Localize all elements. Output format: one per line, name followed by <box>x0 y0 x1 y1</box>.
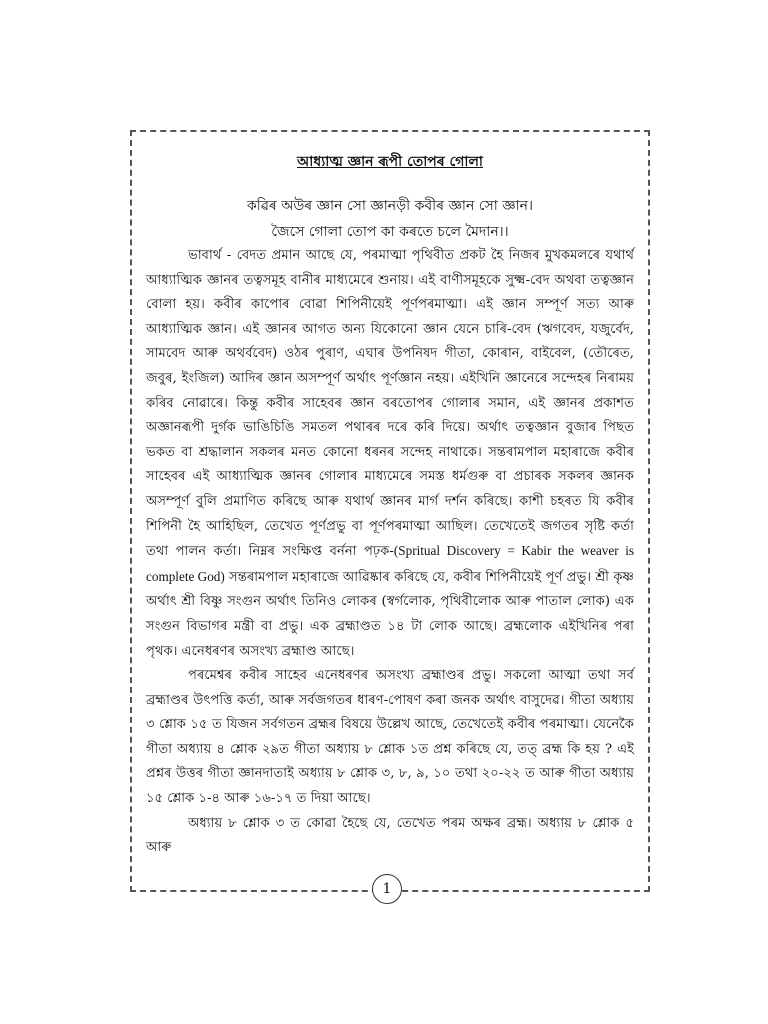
page-number: 1 <box>372 874 402 904</box>
paragraph-2: পৰমেশ্বৰ কবীৰ সাহেব এনেধৰণৰ অসংখ্য ব্ৰহ্মাণ্ডৰ প্ৰভু। সকলো আত্মা তথা সৰ্ব ব্ৰহ্মাণ্ডৰ উৎপত্তি কৰ্তা, আৰু সৰ্বজগতৰ ধাৰণ-পোষণ কৰা জনক অৰ্থাৎ বাসুদেৱ। গীতা অধ্যায় ৩ শ্লোক ১৫ ত যিজন সৰ্বগতন ব্ৰহ্মৰ বিষয়ে উল্লেখ আছে, তেখেতেই কবীৰ পৰমাত্মা। যেনেকৈ গীতা অধ্যায় ৪ শ্লোক ২৯ত গীতা অধ্যায় ৮ শ্লোক ১ত প্ৰশ্ন কৰিছে যে, তত্ ব্ৰহ্ম কি হয় ? এই প্ৰশ্নৰ উত্তৰ গীতা জ্ঞানদাতাই অধ্যায় ৮ শ্লোক ৩, ৮, ৯, ১০ তথা ২০-২২ ত আৰু গীতা অধ্যায় ১৫ শ্লোক ১-৪ আৰু ১৬-১৭ ত দিয়া আছে। <box>146 668 634 807</box>
paragraph-3: অধ্যায় ৮ শ্লোক ৩ ত কোৱা হৈছে যে, তেখেত পৰম অক্ষৰ ব্ৰহ্ম। অধ্যায় ৮ শ্লোক ৫ আৰু <box>146 815 634 856</box>
paragraph-1 <box>146 244 634 664</box>
page-border-frame <box>130 130 650 892</box>
body-text <box>146 244 634 861</box>
verse-line-2: জৈসে গোলা তোপ কা কৰতে চলে মৈদান।। <box>271 224 509 240</box>
paragraph-1-english-phrase: (Spritual Discovery = Kabir the weaver is complete God) <box>146 543 634 584</box>
page-title: আধ্যাত্ম জ্ঞান ৰূপী তোপৰ গোলা <box>297 154 483 170</box>
verse-line-1: কৱিৰ অউৰ জ্ঞান সো জ্ঞানড়ী কবীৰ জ্ঞান সো জ্ঞান। <box>246 198 534 214</box>
paragraph-1-text-b: সন্তৰামপাল মহাৰাজে আৱিষ্কাৰ কৰিছে যে, কবীৰ শিপিনীয়েই পূৰ্ণ প্ৰভু। শ্ৰী কৃষ্ণ অৰ্থাৎ শ্ৰী বিষ্ণু সংগুন অৰ্থাৎ তিনিও লোকৰ (স্বৰ্গলোক, পৃথিবীলোক আৰু পাতাল লোক) এক সংগুন বিভাগৰ মন্ত্ৰী বা প্ৰভু। এক ব্ৰহ্মাণ্ডত ১৪ টা লোক আছে। ব্ৰহ্মলোক এইখিনিৰ পৰা পৃথক। এনেধৰণৰ অসংখ্য ব্ৰহ্মাণ্ড আছে। <box>146 569 635 659</box>
paragraph-1-text-a: ভাবাৰ্থ - বেদত প্ৰমান আছে যে, পৰমাত্মা পৃথিবীত প্ৰকট হৈ নিজৰ মুখকমলৰে যথাৰ্থ আধ্যাত্মিক জ্ঞানৰ তত্বসমূহ বানীৰ মাধ্যমেৰে শুনায়। এই বাণীসমূহকে সুক্ষ্ম-বেদ অথবা তত্বজ্ঞান বোলা হয়। কবীৰ কাপোৰ বোৱা শিপিনীয়েই পূৰ্ণপৰমাত্মা। এই জ্ঞান সম্পূৰ্ণ সত্য আৰু আধ্যাত্মিক জ্ঞান। এই জ্ঞানৰ আগত অন্য যিকোনো জ্ঞান যেনে চাৰি-বেদ (ঋগবেদ, যজুৰ্বেদ, সামবেদ আৰু অথৰ্ববেদ) ওঠৰ পুৰাণ, এঘাৰ উপনিষদ গীতা, কোৰান, বাইবেল, (তৌৰেত, জবুৰ, ইংজিল) আদিৰ জ্ঞান অসম্পূৰ্ণ অৰ্থাৎ পূৰ্ণজ্ঞান নহয়। এইখিনি জ্ঞানেৰে সন্দেহৰ নিৰাময় কৰিব নোৱাৰে। কিন্তু কবীৰ সাহেবৰ জ্ঞান বৰতোপৰ গোলাৰ সমান, এই জ্ঞানৰ প্ৰকাশত অজ্ঞানৰূপী দুৰ্গক ভাঙিচিঙি সমতল পথাৰৰ দৰে কৰি দিয়ে। অৰ্থাৎ তত্বজ্ঞান বুজাৰ পিছত ভকত বা শ্ৰদ্ধালান সকলৰ মনত কোনো ধৰনৰ সন্দেহ নাথাকে। সন্তৰামপাল মহাৰাজে কবীৰ সাহেবৰ এই আধ্যাত্মিক জ্ঞানৰ গোলাৰ মাধ্যমেৰে সমস্ত ধৰ্মগুৰু বা প্ৰচাৰক সকলৰ জ্ঞানক অসম্পূৰ্ণ বুলি প্ৰমাণিত কৰিছে আৰু যথাৰ্থ জ্ঞানৰ মাৰ্গ দৰ্শন কৰিছে। কাশী চহৰত যি কবীৰ শিপিনী হৈ আহিছিল, তেখেত পূৰ্ণপ্ৰভু বা পূৰ্ণপৰমাত্মা আছিল। তেখেতেই জগতৰ সৃষ্টি কৰ্তা তথা পালন কৰ্তা। নিম্নৰ সংক্ষিপ্ত বৰ্ননা পঢ়ক- <box>146 248 634 560</box>
